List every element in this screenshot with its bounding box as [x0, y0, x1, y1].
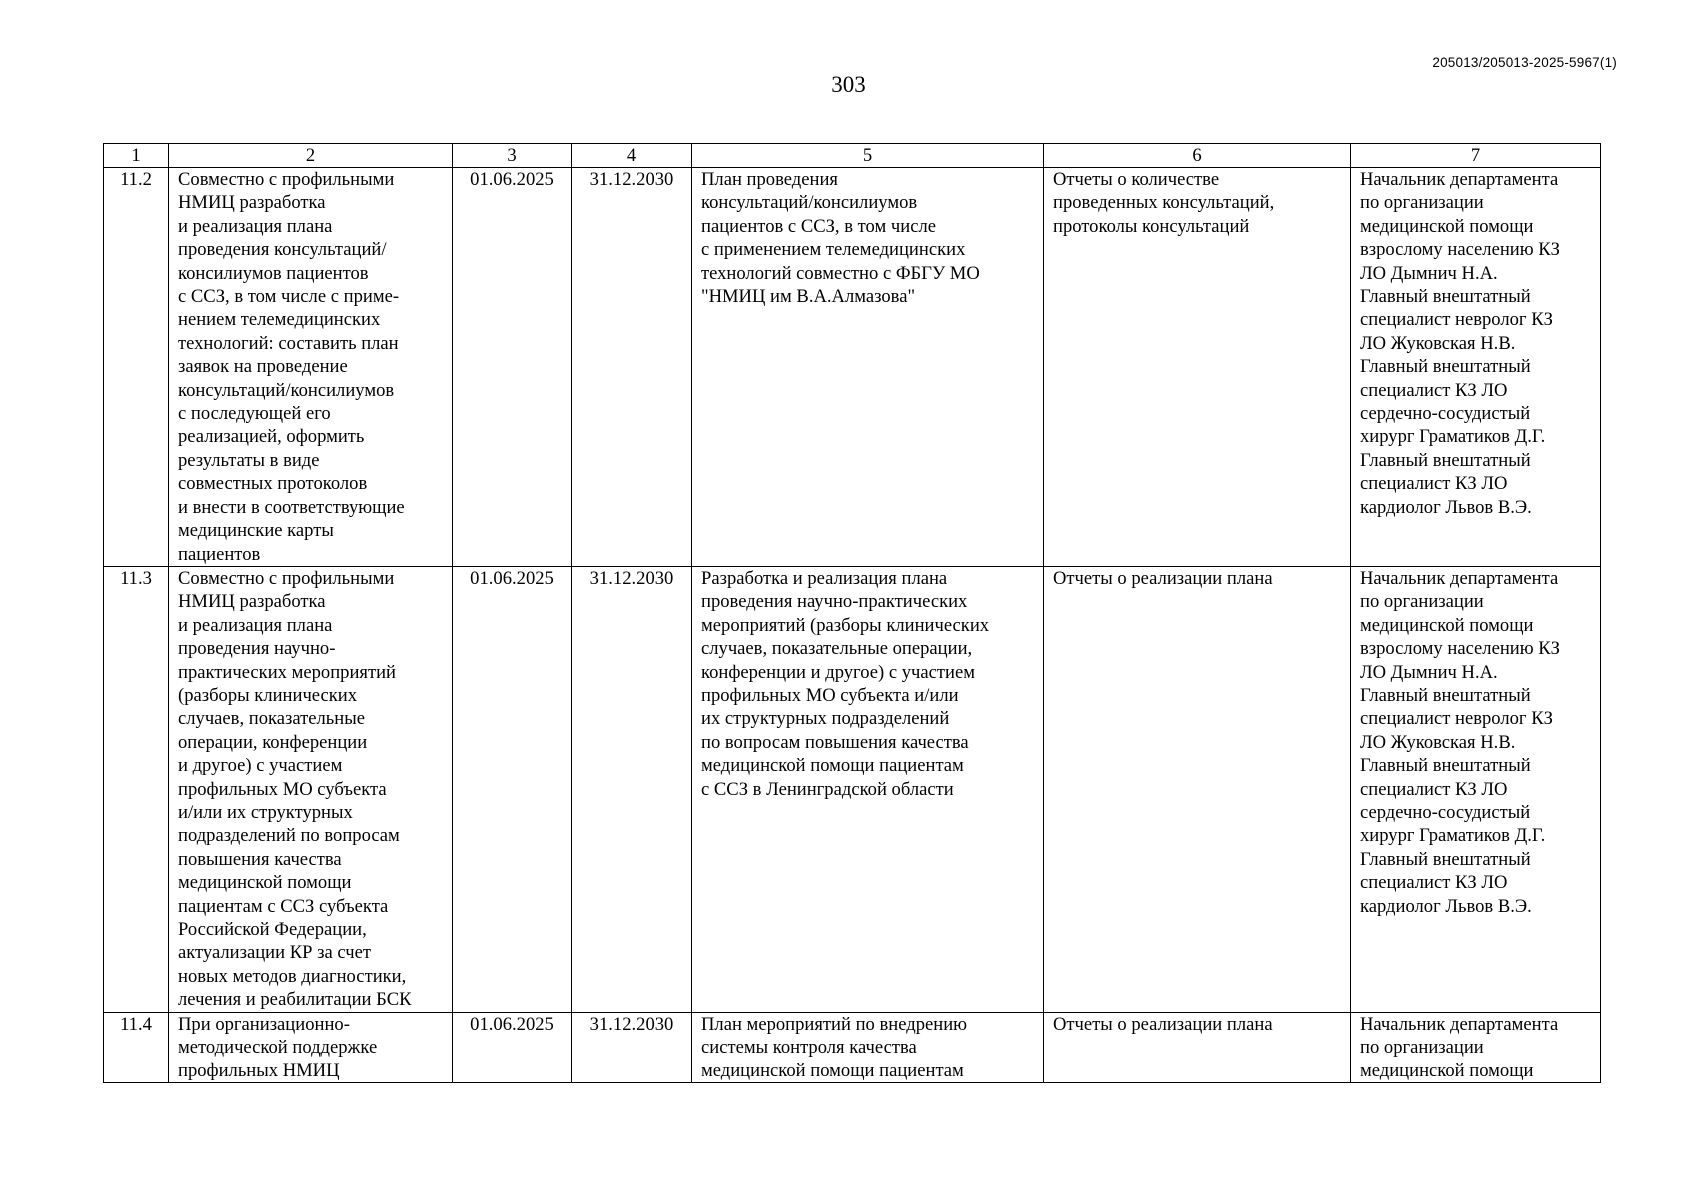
row-number: 11.3	[104, 566, 169, 1012]
column-header: 1	[104, 144, 169, 168]
control-cell: Отчеты о реализации плана	[1044, 566, 1351, 1012]
control-text: Отчеты о реализации плана	[1053, 1013, 1273, 1035]
start-date-cell: 01.06.2025	[453, 168, 572, 567]
column-header: 5	[692, 144, 1044, 168]
end-date-cell: 31.12.2030	[572, 566, 692, 1012]
result-text: План мероприятий по внедрению системы контроля качества медицинской помощи пациентам	[701, 1013, 968, 1082]
column-header: 6	[1044, 144, 1351, 168]
control-cell: Отчеты о количестве проведенных консультаций, протоколы консультаций	[1044, 168, 1351, 567]
column-header: 4	[572, 144, 692, 168]
task-cell	[169, 1012, 453, 1082]
column-header: 2	[169, 144, 453, 168]
responsible-cell	[1351, 1012, 1601, 1082]
result-cell	[692, 1012, 1044, 1082]
table-header-row	[104, 144, 1601, 168]
table-row	[104, 1012, 1601, 1082]
page-number: 303	[831, 72, 866, 97]
end-date-cell: 31.12.2030	[572, 168, 692, 567]
start-date-cell	[453, 1012, 572, 1082]
start-date-text: 01.06.2025	[470, 1013, 554, 1035]
column-header: 7	[1351, 144, 1601, 168]
control-cell	[1044, 1012, 1351, 1082]
plan-table	[103, 143, 1601, 1083]
task-cell: Совместно с профильными НМИЦ разработка и реализация плана проведения консультаций/ консилиумов пациентов с ССЗ, в том числе с приме- нением телемедицинских технологий: составить план заявок на проведение консультаций/консилиумов с последующей его реализацией, оформить результаты в виде совместных протоколов и внести в соответствующие медицинские карты пациентов	[169, 168, 453, 567]
task-cell: Совместно с профильными НМИЦ разработка и реализация плана проведения научно- практических мероприятий (разборы клинических случаев, показательные операции, конференции и другое) с участием профильных МО субъекта и/или их структурных подразделений по вопросам повышения качества медицинской помощи пациентам с ССЗ субъекта Российской Федерации, актуализации КР за счет новых методов диагностики, лечения и реабилитации БСК	[169, 566, 453, 1012]
result-cell: План проведения консультаций/консилиумов пациентов с ССЗ, в том числе с применением телемедицинских технологий совместно с ФБГУ МО "НМИЦ им В.А.Алмазова"	[692, 168, 1044, 567]
start-date-cell: 01.06.2025	[453, 566, 572, 1012]
responsible-cell: Начальник департамента по организации медицинской помощи взрослому населению КЗ ЛО Дымнич Н.А. Главный внештатный специалист невролог КЗ ЛО Жуковская Н.В. Главный внештатный специалист КЗ ЛО сердечно-сосудистый хирург Граматиков Д.Г. Главный внештатный специалист КЗ ЛО кардиолог Львов В.Э.	[1351, 566, 1601, 1012]
responsible-cell: Начальник департамента по организации медицинской помощи взрослому населению КЗ ЛО Дымнич Н.А. Главный внештатный специалист невролог КЗ ЛО Жуковская Н.В. Главный внештатный специалист КЗ ЛО сердечно-сосудистый хирург Граматиков Д.Г. Главный внештатный специалист КЗ ЛО кардиолог Львов В.Э.	[1351, 168, 1601, 567]
result-cell: Разработка и реализация плана проведения научно-практических мероприятий (разборы клинических случаев, показательные операции, конференции и другое) с участием профильных МО субъекта и/или их структурных подразделений по вопросам повышения качества медицинской помощи пациентам с ССЗ в Ленинградской области	[692, 566, 1044, 1012]
task-text: При организационно- методической поддержке профильных НМИЦ	[178, 1013, 378, 1082]
table-row	[104, 168, 1601, 567]
row-number: 11.2	[104, 168, 169, 567]
column-header: 3	[453, 144, 572, 168]
end-date-cell	[572, 1012, 692, 1082]
responsible-text: Начальник департамента по организации медицинской помощи	[1360, 1013, 1559, 1082]
table-row	[104, 566, 1601, 1012]
row-number	[104, 1012, 169, 1082]
document-id: 205013/205013-2025-5967(1)	[1432, 55, 1617, 70]
row-number-text: 11.4	[120, 1013, 152, 1035]
end-date-text: 31.12.2030	[589, 1013, 674, 1035]
